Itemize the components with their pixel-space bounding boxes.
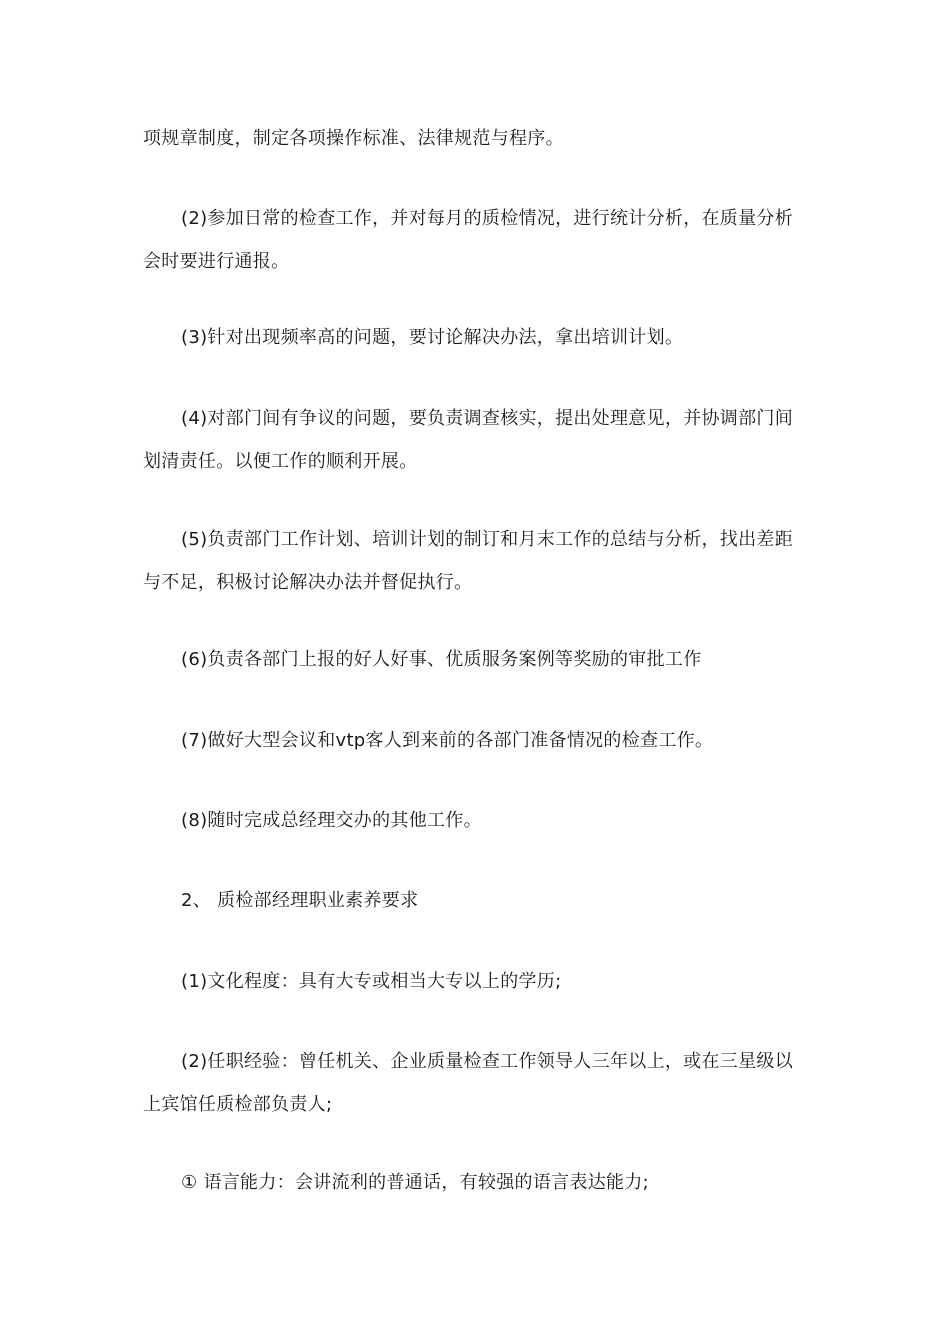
paragraph-item-6: (6)负责各部门上报的好人好事、优质服务案例等奖励的审批工作 (181, 649, 702, 670)
section-heading: 2、 质检部经理职业素养要求 (181, 890, 419, 911)
paragraph-item-2: (2)参加日常的检查工作，并对每月的质检情况，进行统计分析，在质量分析会时要进行通报。 (143, 208, 793, 272)
ability-item-1: ① 语言能力：会讲流利的普通话，有较强的语言表达能力; (181, 1172, 650, 1193)
paragraph-item-3: (3)针对出现频率高的问题，要讨论解决办法，拿出培训计划。 (181, 327, 684, 348)
paragraph-item-5: (5)负责部门工作计划、培训计划的制订和月末工作的总结与分析，找出差距与不足，积极讨论解决办法并督促执行。 (143, 529, 793, 593)
paragraph-continuation: 项规章制度，制定各项操作标准、法律规范与程序。 (143, 128, 564, 149)
paragraph-item-7: (7)做好大型会议和vtp客人到来前的各部门准备情况的检查工作。 (181, 730, 714, 751)
requirement-item-2: (2)任职经验：曾任机关、企业质量检查工作领导人三年以上，或在三星级以上宾馆任质检部负责人; (143, 1051, 793, 1115)
paragraph-item-4: (4)对部门间有争议的问题，要负责调查核实，提出处理意见，并协调部门间划清责任。以便工作的顺利开展。 (143, 408, 793, 472)
paragraph-item-8: (8)随时完成总经理交办的其他工作。 (181, 810, 482, 831)
requirement-item-1: (1)文化程度：具有大专或相当大专以上的学历; (181, 971, 562, 992)
